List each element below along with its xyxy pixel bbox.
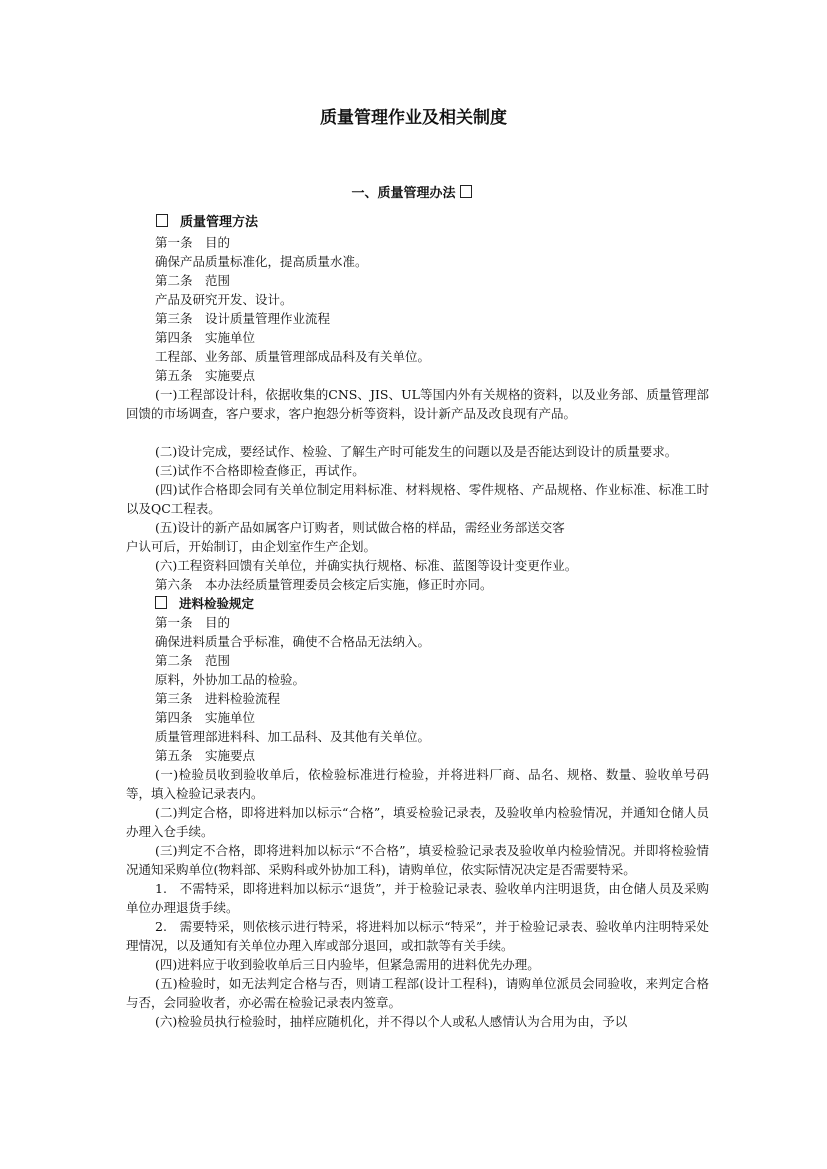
line: 第一条 目的 — [155, 235, 231, 250]
line: 产品及研究开发、设计。 — [155, 292, 293, 307]
line: 第五条 实施要点 — [155, 368, 256, 383]
line: 第四条 实施单位 — [155, 710, 256, 725]
paragraph: (二)设计完成，要经试作、检验、了解生产时可能发生的问题以及是否能达到设计的质量要求。 — [155, 444, 678, 459]
subheading-incoming-inspection — [126, 594, 709, 613]
paragraph: 1. 不需特采，即将进料加以标示“退货”，并于检验记录表、验收单内注明退货，由仓储人员及采购单位办理退货手续。 — [126, 881, 709, 915]
line: 质量管理部进料科、加工品科、及其他有关单位。 — [155, 729, 431, 744]
section-heading-text: 一、质量管理办法 — [351, 186, 456, 201]
paragraph: (三)判定不合格，即将进料加以标示“不合格”，填妥检验记录表及验收单内检验情况。并即将检验情况通知采购单位(物料部、采购科或外协加工科)，请购单位，依实际情况决定是否需要特采。 — [126, 843, 709, 877]
line: 第三条 进料检验流程 — [155, 691, 281, 706]
paragraph: (四)试作合格即会同有关单位制定用料标准、材料规格、零件规格、产品规格、作业标准、标准工时以及QC工程表。 — [126, 482, 709, 516]
line: 第二条 范围 — [155, 653, 231, 668]
paragraph: (五)检验时，如无法判定合格与否，则请工程部(设计工程科)，请购单位派员会同验收，来判定合格与否，会同验收者，亦必需在检验记录表内签章。 — [126, 976, 709, 1010]
line: 原料，外协加工品的检验。 — [155, 672, 306, 687]
line: 确保产品质量标准化，提高质量水准。 — [155, 254, 368, 269]
subheading-text: 质量管理方法 — [180, 215, 259, 230]
paragraph: 户认可后，开始制订，由企划室作生产企划。 — [126, 539, 377, 554]
subheading-text: 进料检验规定 — [179, 596, 255, 611]
article-six: 第六条 本办法经质量管理委员会核定后实施，修正时亦同。 — [155, 577, 493, 592]
paragraph: 2. 需要特采，则依核示进行特采，将进料加以标示“特采”，并于检验记录表、验收单内注明特采处理情况，以及通知有关单位办理入库或部分退回，或扣款等有关手续。 — [126, 919, 709, 953]
line: 第四条 实施单位 — [155, 330, 256, 345]
line: 第三条 设计质量管理作业流程 — [155, 311, 331, 326]
paragraph: (一)工程部设计科，依据收集的CNS、JIS、UL等国内外有关规格的资料，以及业务部、质量管理部回馈的市场调查，客户要求，客户抱怨分析等资料，设计新产品及改良现有产品。 — [126, 387, 709, 421]
checkbox-glyph-icon — [460, 185, 472, 198]
paragraph: (六)检验员执行检验时，抽样应随机化，并不得以个人或私人感情认为合用为由，予以 — [155, 1014, 628, 1029]
line: 工程部、业务部、质量管理部成品科及有关单位。 — [155, 349, 431, 364]
paragraph: (六)工程资料回馈有关单位，并确实执行规格、标准、蓝图等设计变更作业。 — [155, 558, 578, 573]
blank-line — [126, 423, 709, 442]
line: 第二条 范围 — [155, 273, 231, 288]
paragraph: (四)进料应于收到验收单后三日内验毕，但紧急需用的进料优先办理。 — [155, 957, 540, 972]
paragraph: (三)试作不合格即检查修正，再试作。 — [155, 463, 365, 478]
line: 确保进料质量合乎标准，确使不合格品无法纳入。 — [155, 634, 431, 649]
line: 第五条 实施要点 — [155, 748, 256, 763]
document-body — [126, 233, 709, 1031]
paragraph: (二)判定合格，即将进料加以标示“合格”，填妥检验记录表，及验收单内检验情况，并通知仓储人员办理入仓手续。 — [126, 805, 709, 839]
subheading-quality-method — [156, 211, 258, 230]
paragraph: (一)检验员收到验收单后，依检验标准进行检验，并将进料厂商、品名、规格、数量、验收单号码等，填入检验记录表内。 — [126, 767, 709, 801]
checkbox-glyph-icon — [155, 596, 167, 609]
document-title: 质量管理作业及相关制度 — [320, 108, 507, 128]
checkbox-glyph-icon — [156, 214, 168, 227]
section-heading — [0, 182, 827, 201]
paragraph: (五)设计的新产品如属客户订购者，则试做合格的样品，需经业务部送交客 — [155, 520, 565, 535]
line: 第一条 目的 — [155, 615, 231, 630]
